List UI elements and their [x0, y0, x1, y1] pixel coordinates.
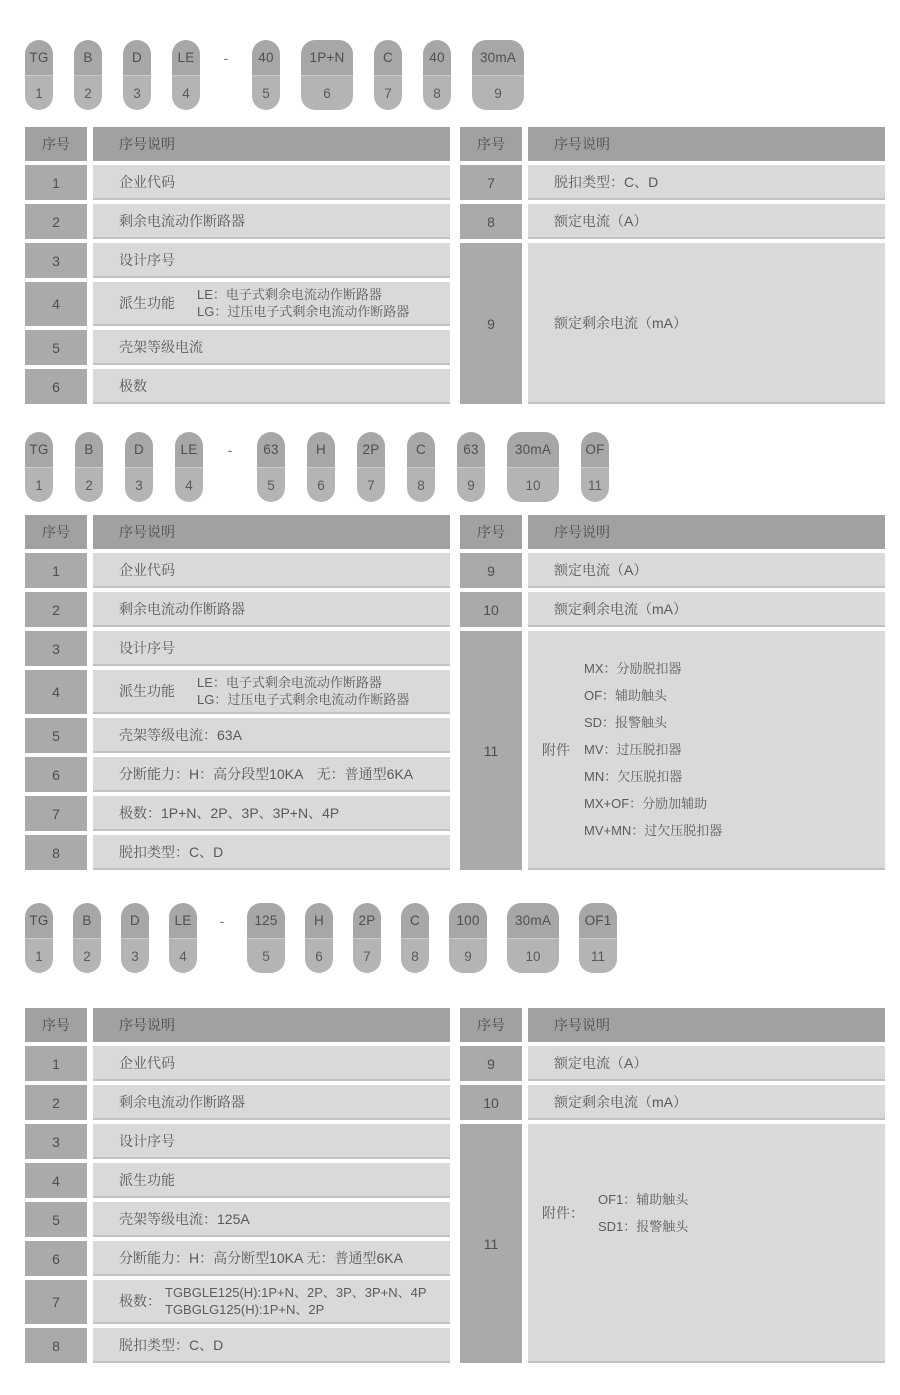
pill-code: LE [175, 432, 203, 467]
pill-code: 2P [353, 903, 381, 938]
model-code-pill [123, 40, 151, 110]
seq-cell: 10 [460, 592, 522, 627]
pill-sequence-number: 5 [247, 938, 285, 973]
pill-code: 30mA [507, 903, 559, 938]
pill-code: D [125, 432, 153, 467]
model-code-pill [579, 903, 617, 973]
seq-cell: 8 [25, 1328, 87, 1363]
table-row [460, 204, 885, 239]
pill-sequence-number: 9 [449, 938, 487, 973]
spec-tables [25, 1008, 885, 1363]
desc-lines [584, 655, 722, 844]
model-section-2 [25, 432, 885, 870]
model-code-pill [357, 432, 385, 502]
model-code-pill [25, 432, 53, 502]
desc-cell: 脱扣类型：C、D [93, 1328, 450, 1363]
pill-sequence-number: 11 [579, 938, 617, 973]
desc-cell: 企业代码 [93, 1046, 450, 1081]
model-code-pill [169, 903, 197, 973]
pill-code: 125 [247, 903, 285, 938]
table-row [25, 718, 450, 753]
seq-cell: 6 [25, 757, 87, 792]
spec-table-left [25, 127, 450, 404]
table-header-row [460, 1008, 885, 1042]
table-row [25, 330, 450, 365]
pill-code: 2P [357, 432, 385, 467]
pill-sequence-number: 7 [374, 75, 402, 110]
pill-sequence-number: 1 [25, 467, 53, 502]
seq-cell: 8 [460, 204, 522, 239]
desc-cell: 企业代码 [93, 553, 450, 588]
desc-cell: 脱扣类型：C、D [528, 165, 885, 200]
seq-header-cell: 序号 [25, 515, 87, 549]
spec-table-right [460, 1008, 885, 1363]
desc-cell: 壳架等级电流：63A [93, 718, 450, 753]
pill-sequence-number: 8 [407, 467, 435, 502]
desc-line: SD1：报警触头 [598, 1219, 689, 1234]
desc-label: 附件： [542, 1205, 584, 1221]
table-row [25, 1124, 450, 1159]
model-code-pill [581, 432, 609, 502]
table-row [25, 243, 450, 278]
model-code-pill [252, 40, 280, 110]
seq-cell: 7 [25, 1280, 87, 1324]
seq-cell: 11 [460, 631, 522, 870]
table-row [25, 165, 450, 200]
model-code-pill [301, 40, 353, 110]
desc-header-cell: 序号说明 [93, 1008, 450, 1042]
pill-code: 63 [257, 432, 285, 467]
pill-code: LE [172, 40, 200, 75]
desc-line: LG：过压电子式剩余电流动作断路器 [197, 692, 410, 707]
seq-cell: 1 [25, 1046, 87, 1081]
desc-header-cell: 序号说明 [528, 1008, 885, 1042]
desc-cell: 设计序号 [93, 243, 450, 278]
desc-cell: 剩余电流动作断路器 [93, 204, 450, 239]
spec-tables [25, 127, 885, 404]
table-row [25, 553, 450, 588]
pill-sequence-number: 9 [457, 467, 485, 502]
desc-cell [93, 670, 450, 714]
spec-table-right [460, 515, 885, 870]
desc-line: MX：分励脱扣器 [584, 661, 682, 676]
seq-cell: 2 [25, 1085, 87, 1120]
pill-sequence-number: 4 [172, 75, 200, 110]
desc-header-cell: 序号说明 [528, 127, 885, 161]
table-row [460, 592, 885, 627]
desc-cell [528, 1124, 885, 1363]
desc-cell: 分断能力：H：高分断型10KA 无：普通型6KA [93, 1241, 450, 1276]
model-code-pill [353, 903, 381, 973]
pill-code: 1P+N [301, 40, 353, 75]
dash-separator: - [223, 49, 229, 66]
desc-lines [197, 674, 409, 708]
model-code-pill [407, 432, 435, 502]
desc-line: MX+OF：分励加辅助 [584, 796, 708, 811]
spec-table-left [25, 515, 450, 870]
model-code-pill [449, 903, 487, 973]
model-code-row [25, 40, 885, 110]
seq-cell: 1 [25, 553, 87, 588]
table-row [25, 282, 450, 326]
seq-cell: 7 [460, 165, 522, 200]
pill-sequence-number: 8 [423, 75, 451, 110]
table-row [25, 1328, 450, 1363]
pill-code: 63 [457, 432, 485, 467]
seq-cell: 9 [460, 1046, 522, 1081]
spec-table-left [25, 1008, 450, 1363]
dash-separator: - [219, 912, 225, 929]
pill-sequence-number: 1 [25, 938, 53, 973]
desc-lines [598, 1186, 688, 1240]
desc-line: MN：欠压脱扣器 [584, 769, 683, 784]
desc-cell: 壳架等级电流：125A [93, 1202, 450, 1237]
pill-code: C [401, 903, 429, 938]
pill-code: OF [581, 432, 609, 467]
pill-code: TG [25, 432, 53, 467]
pill-code: TG [25, 40, 53, 75]
model-code-pill [75, 432, 103, 502]
pill-code: B [74, 40, 102, 75]
pill-sequence-number: 3 [121, 938, 149, 973]
seq-cell: 9 [460, 553, 522, 588]
pill-code: D [123, 40, 151, 75]
desc-cell: 分断能力：H：高分段型10KA 无：普通型6KA [93, 757, 450, 792]
table-header-row [460, 127, 885, 161]
seq-cell: 3 [25, 243, 87, 278]
seq-cell: 4 [25, 670, 87, 714]
desc-line: TGBGLG125(H):1P+N、2P [165, 1302, 325, 1317]
pill-sequence-number: 3 [123, 75, 151, 110]
seq-cell: 6 [25, 369, 87, 404]
desc-cell: 额定剩余电流（mA） [528, 592, 885, 627]
spec-table-right [460, 127, 885, 404]
table-row [25, 1163, 450, 1198]
seq-cell: 9 [460, 243, 522, 404]
pill-sequence-number: 4 [169, 938, 197, 973]
pill-sequence-number: 3 [125, 467, 153, 502]
desc-cell [93, 1280, 450, 1324]
desc-line: MV：过压脱扣器 [584, 742, 682, 757]
seq-cell: 2 [25, 204, 87, 239]
pill-code: B [73, 903, 101, 938]
desc-label: 极数： [119, 1293, 161, 1309]
seq-cell: 8 [25, 835, 87, 870]
table-row [25, 631, 450, 666]
table-row [25, 1046, 450, 1081]
seq-header-cell: 序号 [460, 515, 522, 549]
model-code-pill [374, 40, 402, 110]
desc-header-cell: 序号说明 [528, 515, 885, 549]
table-row [25, 204, 450, 239]
table-header-row [25, 515, 450, 549]
table-row [25, 670, 450, 714]
table-row [25, 592, 450, 627]
table-row [460, 1046, 885, 1081]
model-code-pill [74, 40, 102, 110]
seq-header-cell: 序号 [460, 127, 522, 161]
model-code-pill [307, 432, 335, 502]
pill-sequence-number: 5 [257, 467, 285, 502]
desc-cell [528, 631, 885, 870]
desc-header-cell: 序号说明 [93, 127, 450, 161]
table-row [25, 1280, 450, 1324]
seq-cell: 5 [25, 330, 87, 365]
seq-cell: 11 [460, 1124, 522, 1363]
desc-line: OF1：辅助触头 [598, 1192, 689, 1207]
desc-cell: 极数：1P+N、2P、3P、3P+N、4P [93, 796, 450, 831]
pill-code: 100 [449, 903, 487, 938]
desc-lines [165, 1284, 427, 1318]
desc-cell: 脱扣类型：C、D [93, 835, 450, 870]
desc-line: LG：过压电子式剩余电流动作断路器 [197, 304, 410, 319]
model-code-row [25, 903, 885, 973]
table-row [460, 165, 885, 200]
pill-code: 30mA [507, 432, 559, 467]
model-code-pill [175, 432, 203, 502]
table-row [460, 1124, 885, 1363]
desc-line: OF：辅助触头 [584, 688, 668, 703]
desc-cell: 壳架等级电流 [93, 330, 450, 365]
seq-cell: 4 [25, 282, 87, 326]
desc-cell: 设计序号 [93, 1124, 450, 1159]
table-row [460, 1085, 885, 1120]
table-row [25, 1241, 450, 1276]
pill-code: B [75, 432, 103, 467]
pill-sequence-number: 4 [175, 467, 203, 502]
pill-sequence-number: 5 [252, 75, 280, 110]
seq-cell: 2 [25, 592, 87, 627]
sections-container [25, 40, 885, 1363]
desc-cell: 额定电流（A） [528, 1046, 885, 1081]
desc-cell: 额定电流（A） [528, 553, 885, 588]
desc-label: 派生功能 [119, 683, 175, 699]
model-section-3 [25, 903, 885, 1363]
pill-sequence-number: 11 [581, 467, 609, 502]
pill-sequence-number: 2 [74, 75, 102, 110]
desc-cell: 额定剩余电流（mA） [528, 243, 885, 404]
table-row [25, 1202, 450, 1237]
pill-sequence-number: 6 [301, 75, 353, 110]
desc-cell [93, 282, 450, 326]
desc-cell: 企业代码 [93, 165, 450, 200]
pill-code: 40 [252, 40, 280, 75]
pill-sequence-number: 8 [401, 938, 429, 973]
desc-lines [197, 286, 409, 320]
desc-cell: 额定电流（A） [528, 204, 885, 239]
model-section-1 [25, 40, 885, 404]
model-code-pill [257, 432, 285, 502]
model-code-pill [25, 903, 53, 973]
desc-label: 附件 [542, 741, 570, 758]
pill-code: 30mA [472, 40, 524, 75]
pill-sequence-number: 6 [307, 467, 335, 502]
desc-cell: 剩余电流动作断路器 [93, 592, 450, 627]
model-code-pill [472, 40, 524, 110]
model-code-pill [73, 903, 101, 973]
seq-cell: 5 [25, 1202, 87, 1237]
desc-line: MV+MN：过欠压脱扣器 [584, 823, 723, 838]
table-row [460, 631, 885, 870]
table-row [460, 243, 885, 404]
pill-code: LE [169, 903, 197, 938]
pill-code: OF1 [579, 903, 617, 938]
pill-sequence-number: 1 [25, 75, 53, 110]
pill-code: D [121, 903, 149, 938]
model-code-pill [401, 903, 429, 973]
table-row [25, 369, 450, 404]
pill-code: TG [25, 903, 53, 938]
model-code-pill [305, 903, 333, 973]
desc-cell: 派生功能 [93, 1163, 450, 1198]
model-code-pill [507, 903, 559, 973]
pill-sequence-number: 10 [507, 938, 559, 973]
table-header-row [460, 515, 885, 549]
seq-cell: 10 [460, 1085, 522, 1120]
pill-sequence-number: 10 [507, 467, 559, 502]
pill-sequence-number: 7 [353, 938, 381, 973]
table-header-row [25, 1008, 450, 1042]
pill-sequence-number: 9 [472, 75, 524, 110]
seq-cell: 1 [25, 165, 87, 200]
model-code-pill [25, 40, 53, 110]
pill-sequence-number: 6 [305, 938, 333, 973]
table-row [25, 1085, 450, 1120]
desc-cell: 剩余电流动作断路器 [93, 1085, 450, 1120]
seq-cell: 5 [25, 718, 87, 753]
pill-code: H [305, 903, 333, 938]
table-row [25, 757, 450, 792]
seq-header-cell: 序号 [460, 1008, 522, 1042]
desc-cell: 设计序号 [93, 631, 450, 666]
desc-header-cell: 序号说明 [93, 515, 450, 549]
desc-line: LE：电子式剩余电流动作断路器 [197, 675, 382, 690]
desc-line: TGBGLE125(H):1P+N、2P、3P、3P+N、4P [165, 1285, 427, 1300]
model-code-pill [121, 903, 149, 973]
seq-cell: 7 [25, 796, 87, 831]
model-code-pill [172, 40, 200, 110]
pill-code: 40 [423, 40, 451, 75]
seq-header-cell: 序号 [25, 1008, 87, 1042]
pill-code: C [374, 40, 402, 75]
model-code-pill [125, 432, 153, 502]
pill-sequence-number: 2 [73, 938, 101, 973]
desc-line: SD：报警触头 [584, 715, 668, 730]
desc-group [542, 1186, 688, 1240]
model-code-pill [507, 432, 559, 502]
spec-tables [25, 515, 885, 870]
desc-cell: 极数 [93, 369, 450, 404]
seq-cell: 3 [25, 631, 87, 666]
desc-label: 派生功能 [119, 295, 175, 311]
pill-code: H [307, 432, 335, 467]
model-code-row [25, 432, 885, 502]
pill-code: C [407, 432, 435, 467]
seq-cell: 3 [25, 1124, 87, 1159]
desc-line: LE：电子式剩余电流动作断路器 [197, 287, 382, 302]
model-code-pill [423, 40, 451, 110]
dash-separator: - [227, 441, 233, 458]
seq-header-cell: 序号 [25, 127, 87, 161]
model-code-pill [457, 432, 485, 502]
pill-sequence-number: 2 [75, 467, 103, 502]
seq-cell: 4 [25, 1163, 87, 1198]
table-header-row [25, 127, 450, 161]
pill-sequence-number: 7 [357, 467, 385, 502]
seq-cell: 6 [25, 1241, 87, 1276]
table-row [25, 796, 450, 831]
table-row [460, 553, 885, 588]
desc-cell: 额定剩余电流（mA） [528, 1085, 885, 1120]
table-row [25, 835, 450, 870]
model-code-pill [247, 903, 285, 973]
